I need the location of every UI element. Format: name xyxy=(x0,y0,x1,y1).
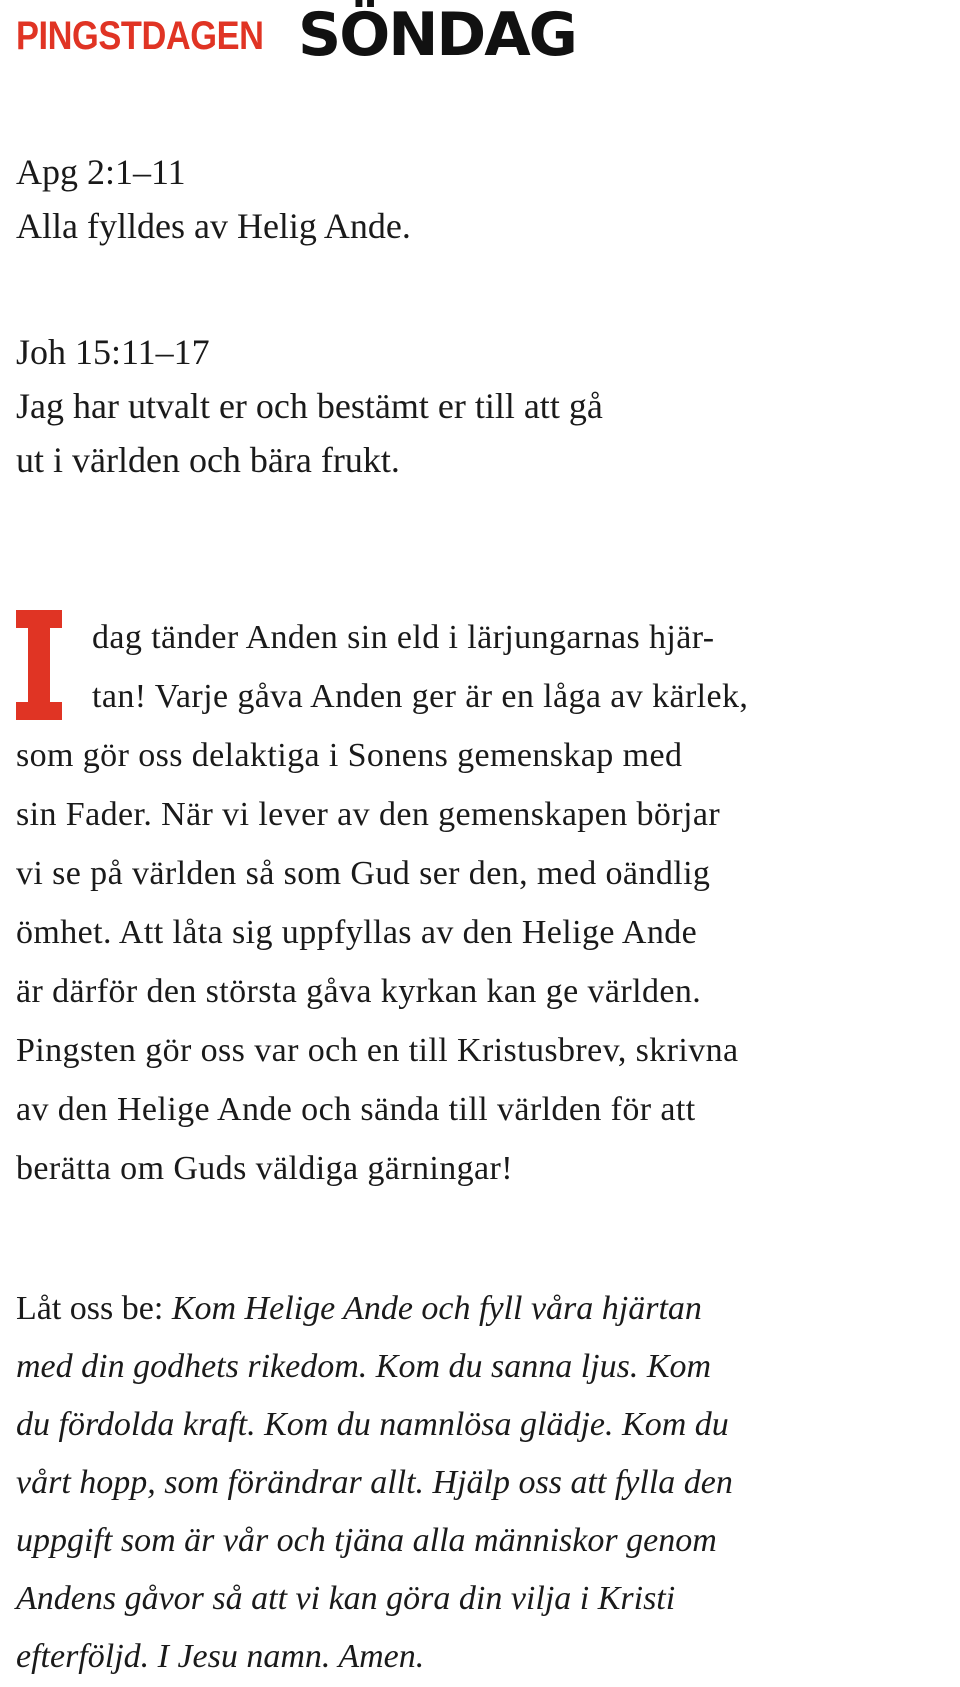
prayer-text: Kom Helige Ande och fyll våra hjärtan xyxy=(171,1290,702,1327)
reading-text: Alla fylldes av Helig Ande. xyxy=(16,206,411,246)
reading-text-line: Jag har utvalt er och bestämt er till att gå xyxy=(16,386,603,426)
text-line: av den Helige Ande och sända till världen för att xyxy=(16,1091,696,1128)
text-line: ömhet. Att låta sig uppfyllas av den Helige Ande xyxy=(16,914,698,951)
prayer-intro: Låt oss be: xyxy=(16,1290,172,1327)
feast-title: PINGSTDAGEN xyxy=(16,14,264,58)
text-line: tan! Varje gåva Anden ger är en låga av kärlek, xyxy=(92,678,749,715)
reading-acts xyxy=(16,145,411,253)
day-title: SÖNDAG xyxy=(298,0,576,70)
prayer-line: du fördolda kraft. Kom du namnlösa glädje. Kom du xyxy=(16,1406,729,1443)
prayer-first-line xyxy=(16,1280,956,1338)
text-line: vi se på världen så som Gud ser den, med oändlig xyxy=(16,855,711,892)
prayer-line: efterföljd. I Jesu namn. Amen. xyxy=(16,1638,425,1675)
text-line: berätta om Guds väldiga gärningar! xyxy=(16,1150,513,1187)
prayer-line: med din godhets rikedom. Kom du sanna ljus. Kom xyxy=(16,1348,712,1385)
reading-john xyxy=(16,325,603,487)
prayer-line: uppgift som är vår och tjäna alla människor genom xyxy=(16,1522,717,1559)
text-line: är därför den största gåva kyrkan kan ge världen. xyxy=(16,973,702,1010)
prayer xyxy=(16,1280,956,1686)
page-header xyxy=(16,0,576,70)
meditation-text xyxy=(16,608,956,1198)
prayer-line: vårt hopp, som förändrar allt. Hjälp oss att fylla den xyxy=(16,1464,733,1501)
prayer-line: Andens gåvor så att vi kan göra din vilja i Kristi xyxy=(16,1580,676,1617)
text-line: Pingsten gör oss var och en till Kristusbrev, skrivna xyxy=(16,1032,739,1069)
text-line: som gör oss delaktiga i Sonens gemenskap med xyxy=(16,737,683,774)
text-line: dag tänder Anden sin eld i lärjungarnas hjär- xyxy=(92,619,715,656)
reading-reference: Joh 15:11–17 xyxy=(16,332,210,372)
text-line: sin Fader. När vi lever av den gemenskapen börjar xyxy=(16,796,721,833)
reading-text-line: ut i världen och bära frukt. xyxy=(16,440,400,480)
reading-reference: Apg 2:1–11 xyxy=(16,152,186,192)
